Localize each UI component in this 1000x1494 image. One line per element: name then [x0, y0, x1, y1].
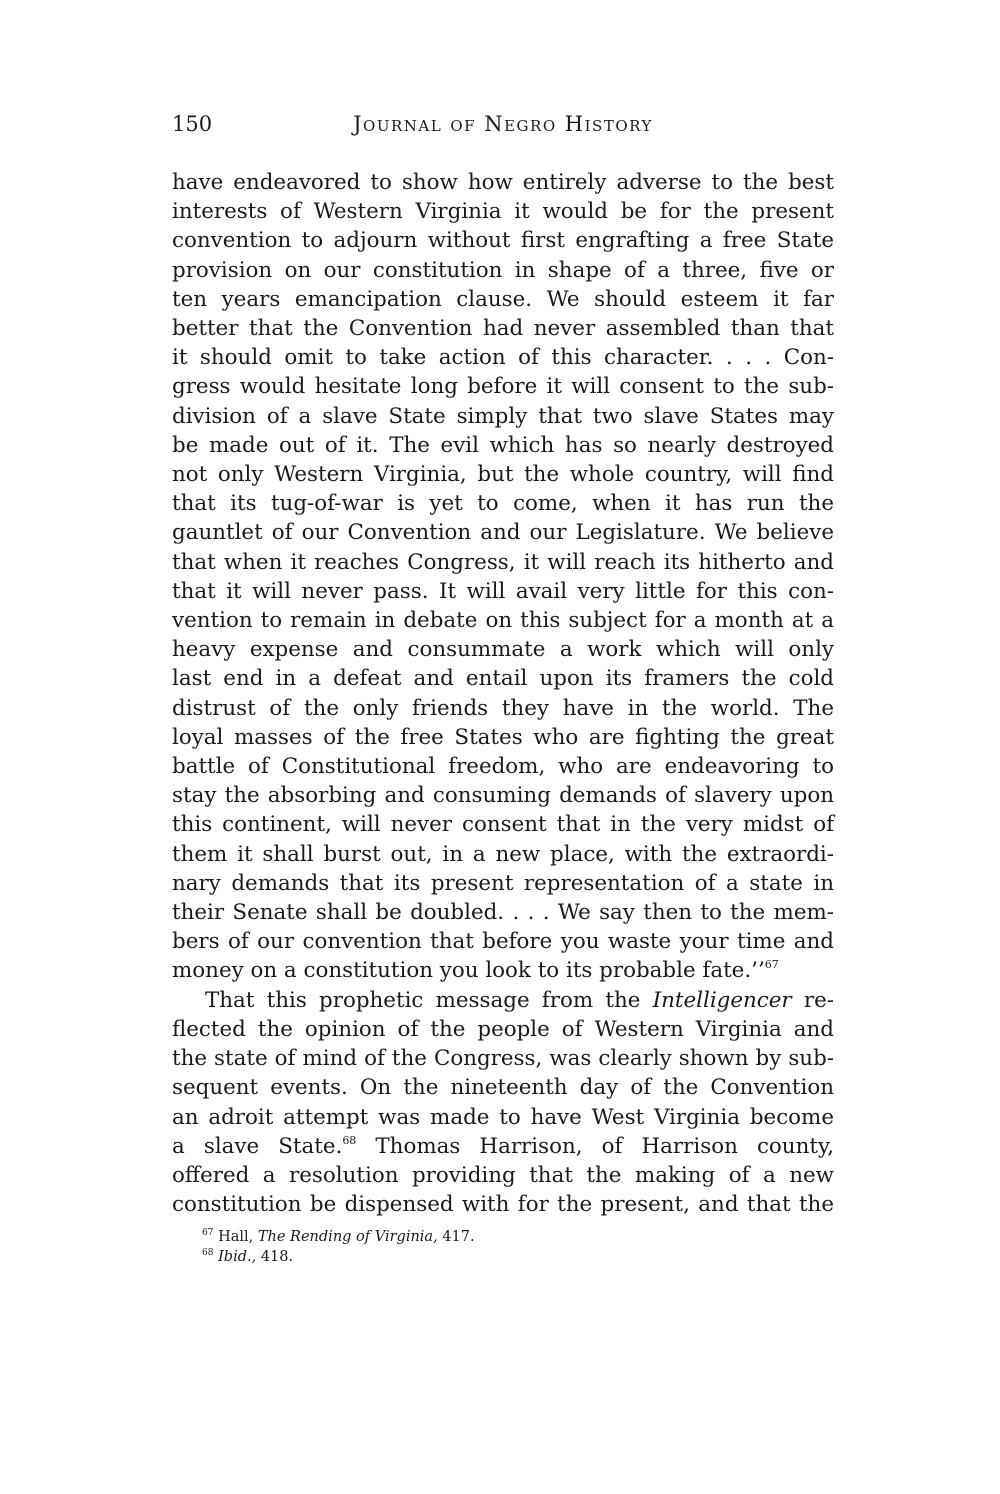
footnote-ref-67: 67 — [764, 958, 779, 972]
page-number: 150 — [172, 112, 213, 136]
footnote-title: Ibid., — [218, 1249, 257, 1266]
footnote-title: The Rending of Virginia, — [257, 1229, 438, 1246]
text-line: an adroit attempt was made to have West Virginia become — [172, 1104, 834, 1130]
text-line: that its tug-of-war is yet to come, when it has run the — [172, 491, 834, 517]
text-line: be made out of it. The evil which has so nearly destroyed — [172, 432, 834, 458]
footnote-page: 418. — [256, 1249, 294, 1266]
paragraph-body — [172, 986, 834, 1220]
text-line: loyal masses of the free States who are fighting the great — [172, 724, 834, 750]
footnote-67 — [202, 1227, 834, 1247]
text-segment: a slave State. — [172, 1133, 343, 1159]
text-line: better that the Convention had never assembled than that — [172, 316, 834, 342]
footnote-page: 417. — [437, 1229, 475, 1246]
text-line: bers of our convention that before you waste your time and — [172, 929, 834, 955]
text-line: that when it reaches Congress, it will reach its hitherto and — [172, 549, 834, 575]
text-line: constitution be dispensed with for the present, and that the — [172, 1192, 834, 1218]
text-line: the state of mind of the Congress, was clearly shown by sub- — [172, 1046, 834, 1072]
text-line: interests of Western Virginia it would be for the present — [172, 199, 834, 225]
text-line: gress would hesitate long before it will consent to the sub- — [172, 374, 834, 400]
text-line: ten years emancipation clause. We should esteem it far — [172, 286, 834, 312]
text-line: have endeavored to show how entirely adverse to the best — [172, 170, 834, 195]
text-line: nary demands that its present representation of a state in — [172, 870, 834, 896]
text-line: their Senate shall be doubled. . . . We say then to the mem- — [172, 900, 834, 926]
text-line: this continent, will never consent that in the very midst of — [172, 812, 834, 838]
text-segment: That this prophetic message from the — [205, 987, 653, 1013]
text-line: offered a resolution providing that the making of a new — [172, 1162, 834, 1188]
text-line: convention to adjourn without first engrafting a free State — [172, 228, 834, 254]
text-line — [172, 1132, 834, 1161]
footnote-68 — [202, 1247, 834, 1267]
footnote-ref-68: 68 — [342, 1133, 357, 1147]
page-header — [172, 112, 834, 146]
text-line: heavy expense and consummate a work which will only — [172, 637, 834, 663]
text-line: it should omit to take action of this character. . . . Con- — [172, 345, 834, 371]
footnote-marker: 67 — [202, 1228, 214, 1239]
footnote-marker: 68 — [202, 1248, 214, 1259]
text-line: provision on our constitution in shape of a three, five or — [172, 257, 834, 283]
text-line: division of a slave State simply that two slave States may — [172, 403, 834, 429]
text-line: flected the opinion of the people of Western Virginia and — [172, 1016, 834, 1042]
document-page — [172, 112, 834, 1267]
text-segment: Thomas Harrison, of Harrison county, — [356, 1133, 834, 1159]
text-line: vention to remain in debate on this subject for a month at a — [172, 608, 834, 634]
text-line: sequent events. On the nineteenth day of the Convention — [172, 1075, 834, 1101]
paragraph-quotation — [172, 168, 834, 986]
italic-title: Intelligencer — [652, 987, 792, 1013]
text-line — [172, 986, 834, 1015]
text-line: them it shall burst out, in a new place, with the extraordi- — [172, 841, 834, 867]
text-line: distrust of the only friends they have in the world. The — [172, 695, 834, 721]
footnotes — [172, 1227, 834, 1267]
text-line: battle of Constitutional freedom, who are endeavoring to — [172, 754, 834, 780]
text-line-last — [172, 956, 834, 985]
text-line: last end in a defeat and entail upon its framers the cold — [172, 666, 834, 692]
text-segment: re- — [791, 987, 834, 1013]
text-line: that it will never pass. It will avail very little for this con- — [172, 578, 834, 604]
body-text — [172, 168, 834, 1219]
text-line: gauntlet of our Convention and our Legislature. We believe — [172, 520, 834, 546]
text-segment: money on a constitution you look to its probable fate.’’ — [172, 958, 765, 984]
running-head: Journal of Negro History — [353, 112, 653, 136]
footnote-author: Hall, — [218, 1229, 258, 1246]
text-line: stay the absorbing and consuming demands of slavery upon — [172, 783, 834, 809]
text-line: not only Western Virginia, but the whole country, will find — [172, 462, 834, 488]
